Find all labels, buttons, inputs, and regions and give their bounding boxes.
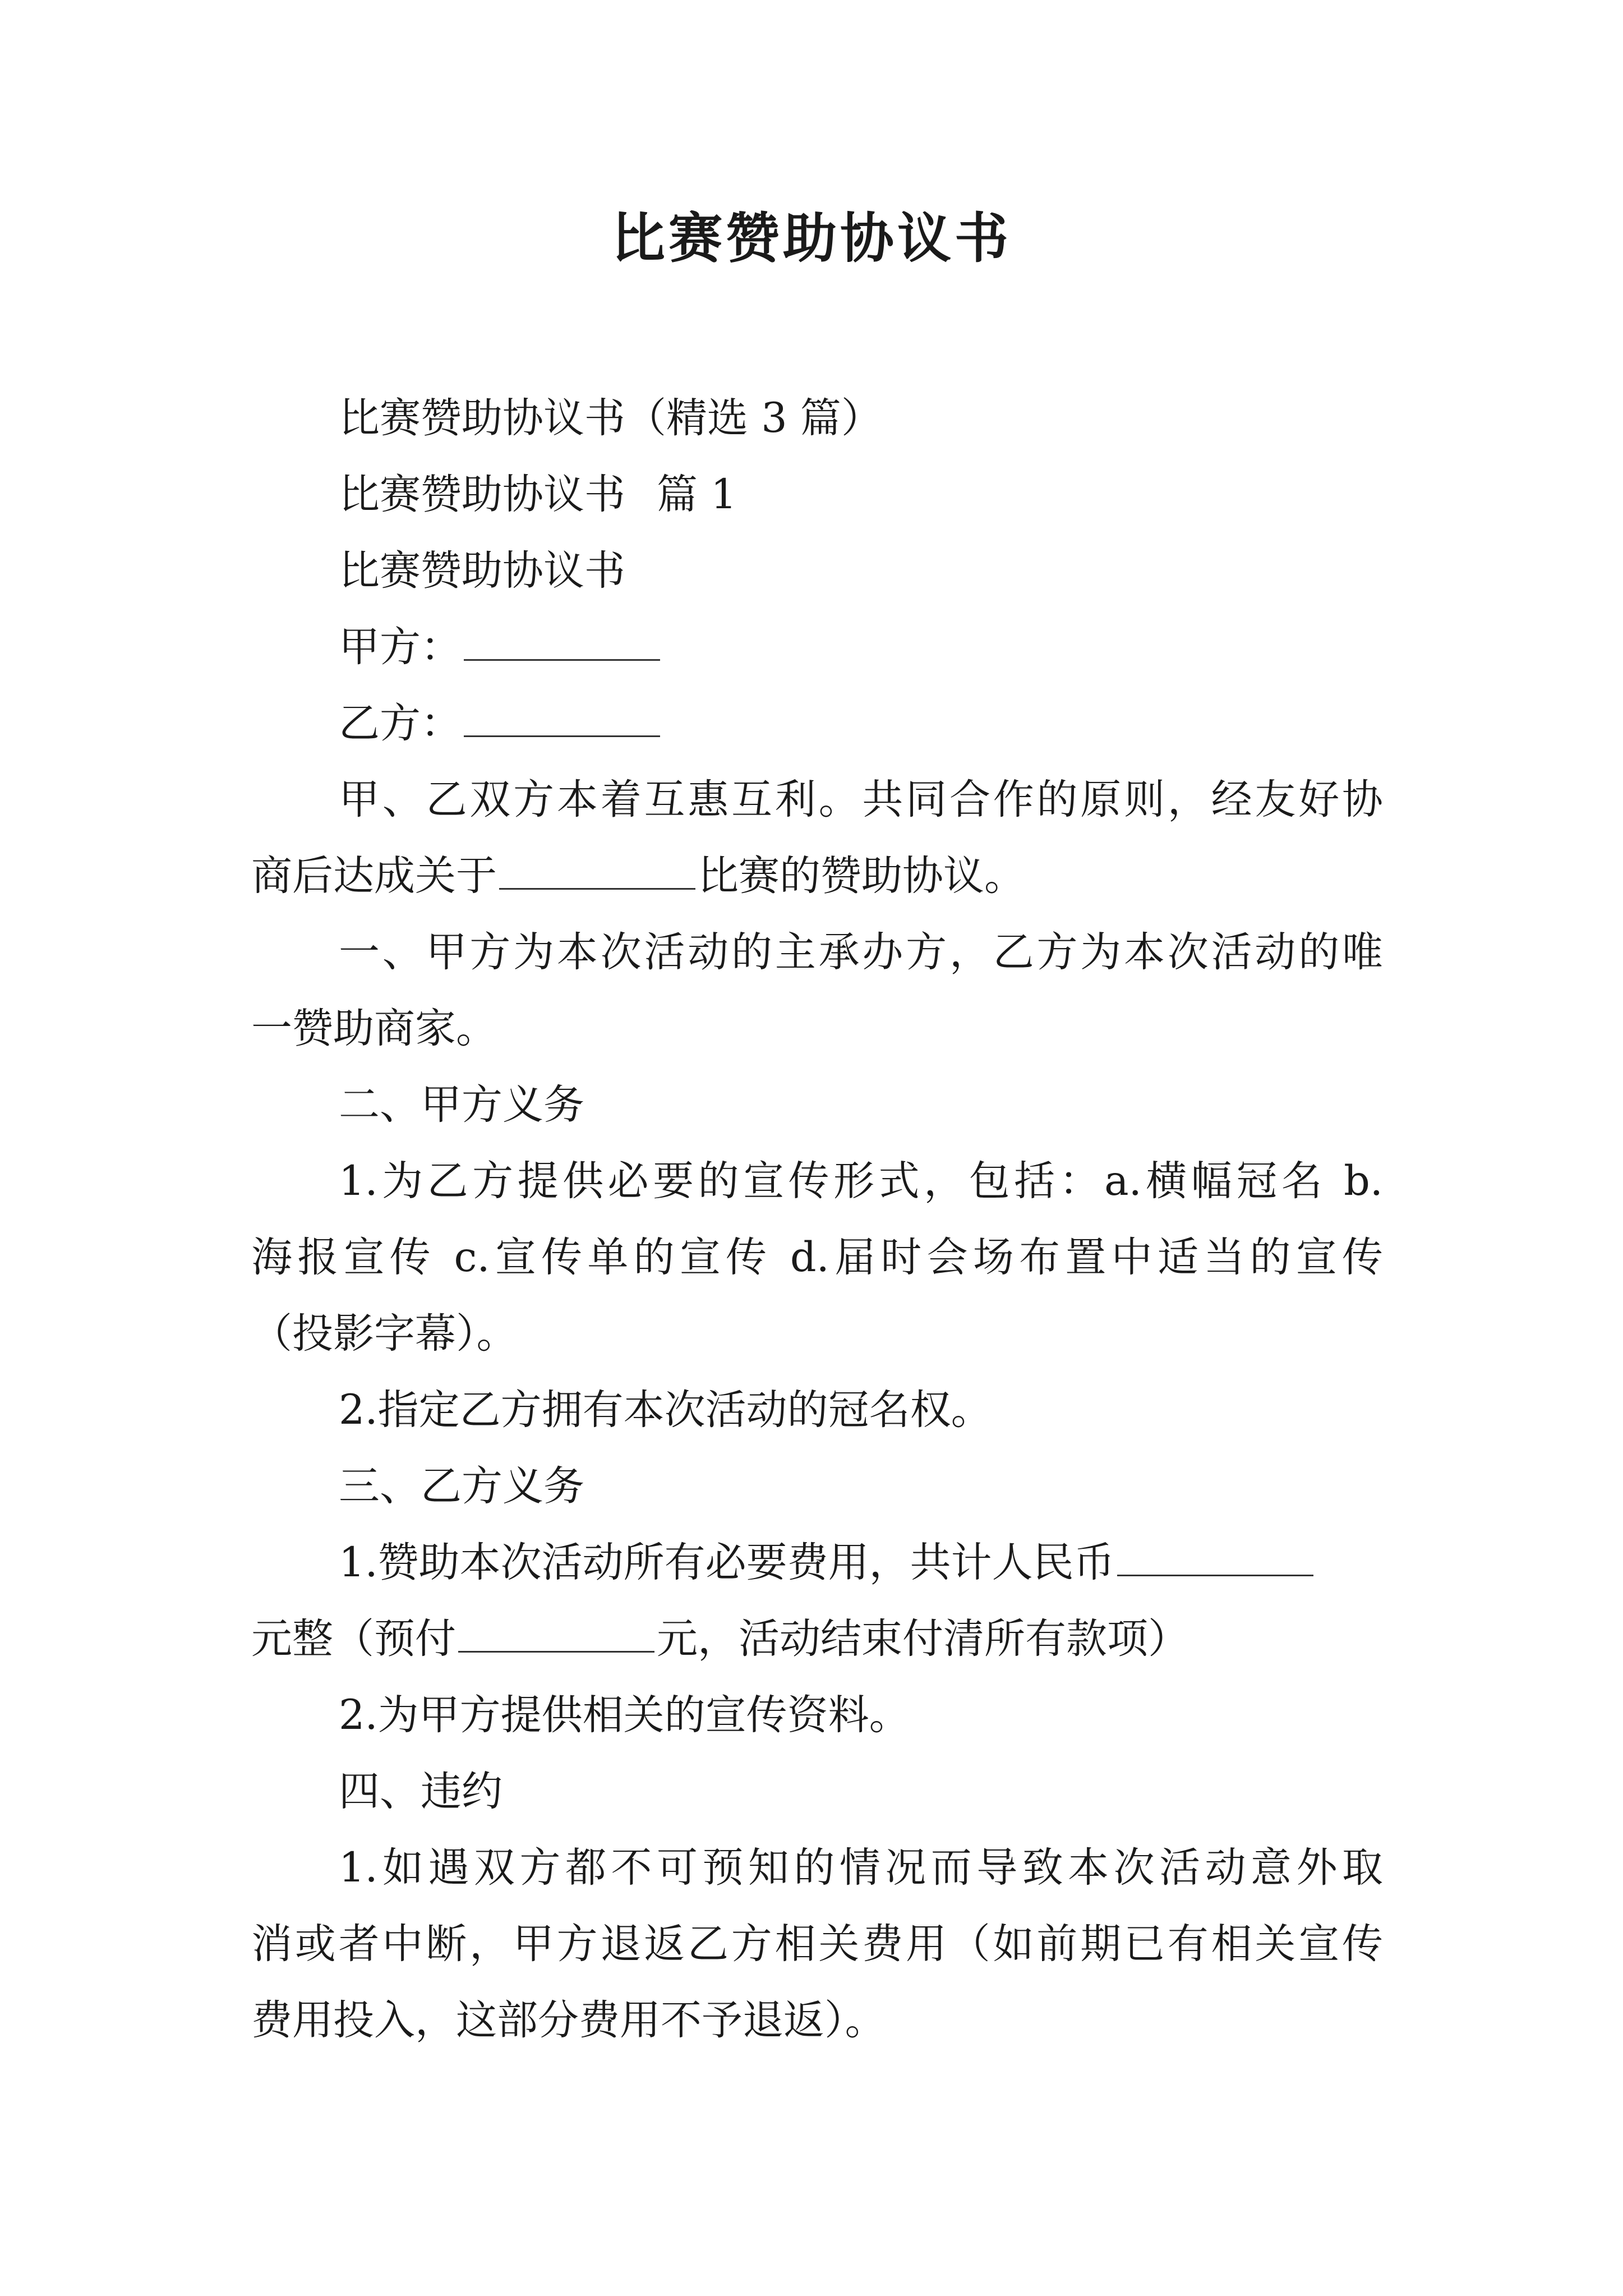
collection-title: 比赛赞助协议书（精选 3 篇）	[339, 394, 882, 442]
agreement-title: 比赛赞助协议书	[339, 547, 625, 595]
preamble-suffix: 比赛的赞助协议。	[698, 852, 1025, 900]
party-b-blank	[464, 733, 660, 737]
part-number: 篇 1	[657, 471, 737, 518]
prepay-prefix: 元整（预付	[251, 1615, 456, 1663]
prepay-suffix: 元，活动结束付清所有款项）	[657, 1615, 1189, 1663]
section-4-item-1-line-1: 1.如遇双方都不可预知的情况而导致本次活动意外取	[339, 1844, 1383, 1892]
preamble-line-2	[251, 838, 1383, 914]
clause-1-line-1: 一、甲方为本次活动的主承办方，乙方为本次活动的唯	[339, 928, 1383, 976]
part-heading	[251, 457, 1383, 533]
preamble-prefix: 商后达成关于	[251, 852, 497, 900]
party-a-label: 甲方：	[339, 623, 462, 671]
preamble-line-1: 甲、乙双方本着互惠互利。共同合作的原则，经友好协	[339, 776, 1383, 823]
total-amount-blank	[1117, 1572, 1313, 1576]
section-3-item-1-line-1	[251, 1525, 1383, 1601]
party-a-line	[251, 609, 1383, 685]
section-2-item-1-line-1: 1.为乙方提供必要的宣传形式，包括：a.横幅冠名 b.	[339, 1157, 1383, 1205]
party-a-blank	[464, 657, 660, 661]
document-title: 比赛赞助协议书	[611, 206, 1012, 270]
section-4-item-1-line-3: 费用投入，这部分费用不予退返）。	[251, 1996, 886, 2044]
part-label: 比赛赞助协议书	[339, 471, 625, 518]
section-4-heading: 四、违约	[339, 1768, 502, 1815]
section-2-item-2: 2.指定乙方拥有本次活动的冠名权。	[339, 1386, 992, 1434]
section-3-item-2: 2.为甲方提供相关的宣传资料。	[339, 1691, 910, 1739]
section-2-item-1-line-2: 海报宣传 c.宣传单的宣传 d.届时会场布置中适当的宣传	[251, 1234, 1383, 1281]
party-b-label: 乙方：	[339, 700, 462, 747]
section-4-item-1-line-2: 消或者中断，甲方退返乙方相关费用（如前期已有相关宣传	[251, 1920, 1383, 1968]
section-2-item-1-line-3: （投影字幕）。	[251, 1310, 518, 1358]
prepay-amount-blank	[458, 1649, 654, 1653]
sponsorship-amount-text: 1.赞助本次活动所有必要费用，共计人民币	[339, 1539, 1115, 1586]
section-3-heading: 三、乙方义务	[339, 1462, 584, 1510]
section-2-heading: 二、甲方义务	[339, 1081, 584, 1129]
competition-name-blank	[499, 886, 695, 890]
clause-1-line-2: 一赞助商家。	[251, 1005, 497, 1052]
section-3-item-1-line-2	[251, 1601, 1383, 1677]
document-body	[251, 380, 1383, 2059]
party-b-line	[251, 685, 1383, 762]
